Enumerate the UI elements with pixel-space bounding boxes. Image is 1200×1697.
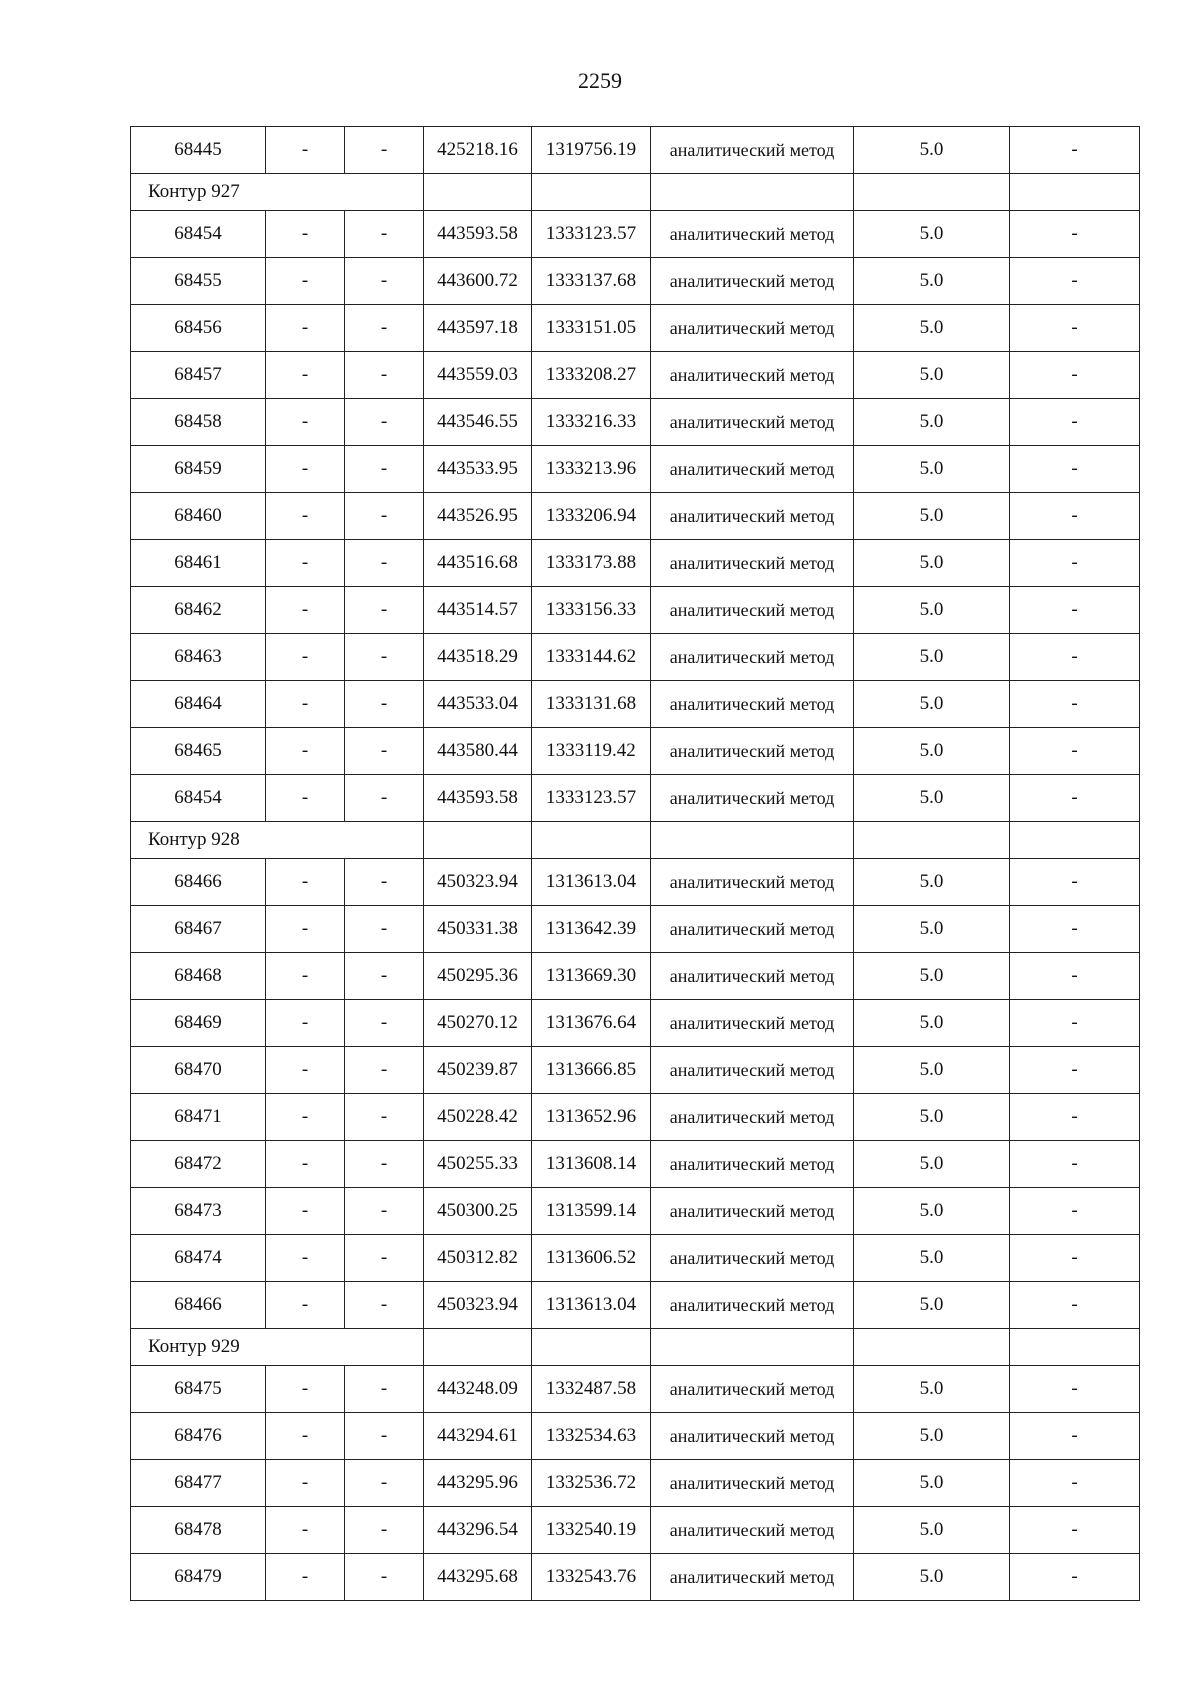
y-coordinate-cell: 1313613.04	[532, 1282, 651, 1329]
method-cell: аналитический метод	[651, 1141, 854, 1188]
x-coordinate-cell: 450323.94	[424, 1282, 532, 1329]
y-coordinate-cell: 1332534.63	[532, 1413, 651, 1460]
dash-cell: -	[266, 775, 345, 822]
point-id-cell: 68467	[131, 906, 266, 953]
dash-cell: -	[1010, 1188, 1140, 1235]
x-coordinate-cell: 443248.09	[424, 1366, 532, 1413]
dash-cell: -	[345, 211, 424, 258]
dash-cell: -	[1010, 1507, 1140, 1554]
empty-cell	[424, 822, 532, 859]
table-row	[131, 1460, 1140, 1507]
dash-cell: -	[345, 859, 424, 906]
method-cell: аналитический метод	[651, 399, 854, 446]
accuracy-cell: 5.0	[854, 1000, 1010, 1047]
y-coordinate-cell: 1319756.19	[532, 127, 651, 174]
table-row	[131, 1000, 1140, 1047]
accuracy-cell: 5.0	[854, 1282, 1010, 1329]
dash-cell: -	[266, 859, 345, 906]
table-row	[131, 587, 1140, 634]
table-row	[131, 352, 1140, 399]
table-row	[131, 540, 1140, 587]
y-coordinate-cell: 1333206.94	[532, 493, 651, 540]
coordinates-table	[130, 126, 1140, 1601]
accuracy-cell: 5.0	[854, 399, 1010, 446]
point-id-cell: 68466	[131, 1282, 266, 1329]
dash-cell: -	[266, 1282, 345, 1329]
x-coordinate-cell: 450239.87	[424, 1047, 532, 1094]
page-number: 2259	[578, 68, 622, 93]
dash-cell: -	[345, 634, 424, 681]
x-coordinate-cell: 443593.58	[424, 775, 532, 822]
empty-cell	[651, 822, 854, 859]
table-row	[131, 493, 1140, 540]
x-coordinate-cell: 450295.36	[424, 953, 532, 1000]
table-row	[131, 211, 1140, 258]
dash-cell: -	[345, 1366, 424, 1413]
method-cell: аналитический метод	[651, 258, 854, 305]
point-id-cell: 68470	[131, 1047, 266, 1094]
x-coordinate-cell: 443295.68	[424, 1554, 532, 1601]
method-cell: аналитический метод	[651, 127, 854, 174]
y-coordinate-cell: 1313642.39	[532, 906, 651, 953]
point-id-cell: 68445	[131, 127, 266, 174]
accuracy-cell: 5.0	[854, 1141, 1010, 1188]
point-id-cell: 68479	[131, 1554, 266, 1601]
dash-cell: -	[1010, 127, 1140, 174]
dash-cell: -	[266, 540, 345, 587]
empty-cell	[1010, 1329, 1140, 1366]
dash-cell: -	[345, 540, 424, 587]
dash-cell: -	[1010, 859, 1140, 906]
y-coordinate-cell: 1333119.42	[532, 728, 651, 775]
dash-cell: -	[1010, 305, 1140, 352]
dash-cell: -	[266, 906, 345, 953]
table-row	[131, 1413, 1140, 1460]
contour-title: Контур 929	[131, 1329, 424, 1366]
dash-cell: -	[345, 1094, 424, 1141]
x-coordinate-cell: 443600.72	[424, 258, 532, 305]
dash-cell: -	[345, 1460, 424, 1507]
dash-cell: -	[1010, 681, 1140, 728]
table-row	[131, 258, 1140, 305]
point-id-cell: 68460	[131, 493, 266, 540]
method-cell: аналитический метод	[651, 540, 854, 587]
dash-cell: -	[345, 953, 424, 1000]
accuracy-cell: 5.0	[854, 493, 1010, 540]
x-coordinate-cell: 443518.29	[424, 634, 532, 681]
accuracy-cell: 5.0	[854, 728, 1010, 775]
empty-cell	[532, 174, 651, 211]
y-coordinate-cell: 1313606.52	[532, 1235, 651, 1282]
dash-cell: -	[345, 258, 424, 305]
contour-row	[131, 1329, 1140, 1366]
accuracy-cell: 5.0	[854, 906, 1010, 953]
table-row	[131, 775, 1140, 822]
dash-cell: -	[1010, 446, 1140, 493]
dash-cell: -	[1010, 1047, 1140, 1094]
y-coordinate-cell: 1333156.33	[532, 587, 651, 634]
table-row	[131, 305, 1140, 352]
point-id-cell: 68454	[131, 775, 266, 822]
method-cell: аналитический метод	[651, 305, 854, 352]
accuracy-cell: 5.0	[854, 352, 1010, 399]
dash-cell: -	[1010, 493, 1140, 540]
dash-cell: -	[345, 1554, 424, 1601]
method-cell: аналитический метод	[651, 906, 854, 953]
y-coordinate-cell: 1333216.33	[532, 399, 651, 446]
point-id-cell: 68473	[131, 1188, 266, 1235]
y-coordinate-cell: 1313608.14	[532, 1141, 651, 1188]
point-id-cell: 68463	[131, 634, 266, 681]
dash-cell: -	[345, 1047, 424, 1094]
dash-cell: -	[266, 953, 345, 1000]
table-row	[131, 127, 1140, 174]
dash-cell: -	[266, 1094, 345, 1141]
method-cell: аналитический метод	[651, 1047, 854, 1094]
x-coordinate-cell: 443294.61	[424, 1413, 532, 1460]
dash-cell: -	[1010, 258, 1140, 305]
point-id-cell: 68476	[131, 1413, 266, 1460]
dash-cell: -	[1010, 1554, 1140, 1601]
table-row	[131, 728, 1140, 775]
point-id-cell: 68457	[131, 352, 266, 399]
point-id-cell: 68465	[131, 728, 266, 775]
accuracy-cell: 5.0	[854, 1554, 1010, 1601]
x-coordinate-cell: 443593.58	[424, 211, 532, 258]
table-row	[131, 399, 1140, 446]
dash-cell: -	[266, 1047, 345, 1094]
accuracy-cell: 5.0	[854, 1235, 1010, 1282]
point-id-cell: 68472	[131, 1141, 266, 1188]
dash-cell: -	[266, 211, 345, 258]
accuracy-cell: 5.0	[854, 953, 1010, 1000]
x-coordinate-cell: 443295.96	[424, 1460, 532, 1507]
dash-cell: -	[1010, 211, 1140, 258]
x-coordinate-cell: 450255.33	[424, 1141, 532, 1188]
dash-cell: -	[266, 1141, 345, 1188]
method-cell: аналитический метод	[651, 953, 854, 1000]
y-coordinate-cell: 1333173.88	[532, 540, 651, 587]
x-coordinate-cell: 450300.25	[424, 1188, 532, 1235]
y-coordinate-cell: 1333151.05	[532, 305, 651, 352]
dash-cell: -	[1010, 1141, 1140, 1188]
method-cell: аналитический метод	[651, 1282, 854, 1329]
table-row	[131, 1282, 1140, 1329]
table-row	[131, 681, 1140, 728]
method-cell: аналитический метод	[651, 728, 854, 775]
dash-cell: -	[266, 305, 345, 352]
dash-cell: -	[345, 1507, 424, 1554]
dash-cell: -	[1010, 399, 1140, 446]
empty-cell	[424, 1329, 532, 1366]
dash-cell: -	[345, 1141, 424, 1188]
point-id-cell: 68474	[131, 1235, 266, 1282]
point-id-cell: 68469	[131, 1000, 266, 1047]
method-cell: аналитический метод	[651, 446, 854, 493]
x-coordinate-cell: 425218.16	[424, 127, 532, 174]
method-cell: аналитический метод	[651, 1366, 854, 1413]
dash-cell: -	[345, 446, 424, 493]
dash-cell: -	[266, 1554, 345, 1601]
contour-title: Контур 927	[131, 174, 424, 211]
y-coordinate-cell: 1313613.04	[532, 859, 651, 906]
x-coordinate-cell: 443597.18	[424, 305, 532, 352]
method-cell: аналитический метод	[651, 859, 854, 906]
method-cell: аналитический метод	[651, 1413, 854, 1460]
method-cell: аналитический метод	[651, 1235, 854, 1282]
y-coordinate-cell: 1313599.14	[532, 1188, 651, 1235]
y-coordinate-cell: 1332543.76	[532, 1554, 651, 1601]
dash-cell: -	[345, 305, 424, 352]
x-coordinate-cell: 443296.54	[424, 1507, 532, 1554]
empty-cell	[854, 822, 1010, 859]
accuracy-cell: 5.0	[854, 127, 1010, 174]
method-cell: аналитический метод	[651, 493, 854, 540]
empty-cell	[532, 822, 651, 859]
dash-cell: -	[1010, 352, 1140, 399]
dash-cell: -	[266, 1235, 345, 1282]
point-id-cell: 68475	[131, 1366, 266, 1413]
method-cell: аналитический метод	[651, 681, 854, 728]
accuracy-cell: 5.0	[854, 1094, 1010, 1141]
accuracy-cell: 5.0	[854, 587, 1010, 634]
dash-cell: -	[266, 1188, 345, 1235]
dash-cell: -	[266, 399, 345, 446]
empty-cell	[532, 1329, 651, 1366]
accuracy-cell: 5.0	[854, 1047, 1010, 1094]
empty-cell	[854, 174, 1010, 211]
dash-cell: -	[1010, 906, 1140, 953]
method-cell: аналитический метод	[651, 775, 854, 822]
dash-cell: -	[266, 1413, 345, 1460]
x-coordinate-cell: 443580.44	[424, 728, 532, 775]
dash-cell: -	[266, 1000, 345, 1047]
dash-cell: -	[266, 1460, 345, 1507]
dash-cell: -	[266, 258, 345, 305]
point-id-cell: 68456	[131, 305, 266, 352]
accuracy-cell: 5.0	[854, 1366, 1010, 1413]
dash-cell: -	[1010, 1460, 1140, 1507]
y-coordinate-cell: 1332536.72	[532, 1460, 651, 1507]
dash-cell: -	[345, 1282, 424, 1329]
dash-cell: -	[1010, 1000, 1140, 1047]
dash-cell: -	[345, 728, 424, 775]
accuracy-cell: 5.0	[854, 1188, 1010, 1235]
dash-cell: -	[1010, 540, 1140, 587]
y-coordinate-cell: 1333131.68	[532, 681, 651, 728]
x-coordinate-cell: 443533.04	[424, 681, 532, 728]
dash-cell: -	[1010, 587, 1140, 634]
y-coordinate-cell: 1313676.64	[532, 1000, 651, 1047]
table-row	[131, 1235, 1140, 1282]
dash-cell: -	[1010, 1366, 1140, 1413]
table-body	[131, 127, 1140, 1601]
dash-cell: -	[266, 587, 345, 634]
dash-cell: -	[345, 775, 424, 822]
point-id-cell: 68468	[131, 953, 266, 1000]
accuracy-cell: 5.0	[854, 1413, 1010, 1460]
dash-cell: -	[1010, 728, 1140, 775]
dash-cell: -	[266, 446, 345, 493]
dash-cell: -	[266, 1507, 345, 1554]
y-coordinate-cell: 1333144.62	[532, 634, 651, 681]
x-coordinate-cell: 450323.94	[424, 859, 532, 906]
dash-cell: -	[345, 906, 424, 953]
point-id-cell: 68459	[131, 446, 266, 493]
accuracy-cell: 5.0	[854, 258, 1010, 305]
y-coordinate-cell: 1313669.30	[532, 953, 651, 1000]
accuracy-cell: 5.0	[854, 859, 1010, 906]
dash-cell: -	[1010, 1094, 1140, 1141]
point-id-cell: 68478	[131, 1507, 266, 1554]
x-coordinate-cell: 450312.82	[424, 1235, 532, 1282]
dash-cell: -	[266, 127, 345, 174]
method-cell: аналитический метод	[651, 634, 854, 681]
dash-cell: -	[1010, 953, 1140, 1000]
dash-cell: -	[1010, 634, 1140, 681]
point-id-cell: 68462	[131, 587, 266, 634]
y-coordinate-cell: 1333208.27	[532, 352, 651, 399]
point-id-cell: 68455	[131, 258, 266, 305]
empty-cell	[424, 174, 532, 211]
contour-row	[131, 822, 1140, 859]
x-coordinate-cell: 443559.03	[424, 352, 532, 399]
method-cell: аналитический метод	[651, 1094, 854, 1141]
table-row	[131, 1047, 1140, 1094]
accuracy-cell: 5.0	[854, 1507, 1010, 1554]
x-coordinate-cell: 443514.57	[424, 587, 532, 634]
y-coordinate-cell: 1332487.58	[532, 1366, 651, 1413]
dash-cell: -	[345, 681, 424, 728]
dash-cell: -	[345, 352, 424, 399]
table-row	[131, 446, 1140, 493]
point-id-cell: 68458	[131, 399, 266, 446]
x-coordinate-cell: 450270.12	[424, 1000, 532, 1047]
x-coordinate-cell: 443516.68	[424, 540, 532, 587]
contour-row	[131, 174, 1140, 211]
y-coordinate-cell: 1333123.57	[532, 775, 651, 822]
method-cell: аналитический метод	[651, 1188, 854, 1235]
x-coordinate-cell: 443546.55	[424, 399, 532, 446]
method-cell: аналитический метод	[651, 587, 854, 634]
empty-cell	[651, 174, 854, 211]
dash-cell: -	[345, 587, 424, 634]
table-row	[131, 906, 1140, 953]
accuracy-cell: 5.0	[854, 211, 1010, 258]
y-coordinate-cell: 1333123.57	[532, 211, 651, 258]
table-row	[131, 1554, 1140, 1601]
dash-cell: -	[266, 352, 345, 399]
contour-title: Контур 928	[131, 822, 424, 859]
empty-cell	[1010, 174, 1140, 211]
y-coordinate-cell: 1332540.19	[532, 1507, 651, 1554]
table-row	[131, 1188, 1140, 1235]
method-cell: аналитический метод	[651, 1460, 854, 1507]
table-row	[131, 953, 1140, 1000]
table-row	[131, 1141, 1140, 1188]
dash-cell: -	[345, 399, 424, 446]
method-cell: аналитический метод	[651, 211, 854, 258]
point-id-cell: 68471	[131, 1094, 266, 1141]
method-cell: аналитический метод	[651, 352, 854, 399]
point-id-cell: 68454	[131, 211, 266, 258]
y-coordinate-cell: 1313652.96	[532, 1094, 651, 1141]
table-row	[131, 634, 1140, 681]
point-id-cell: 68464	[131, 681, 266, 728]
point-id-cell: 68466	[131, 859, 266, 906]
empty-cell	[854, 1329, 1010, 1366]
dash-cell: -	[345, 1235, 424, 1282]
dash-cell: -	[1010, 1282, 1140, 1329]
dash-cell: -	[266, 634, 345, 681]
dash-cell: -	[345, 493, 424, 540]
accuracy-cell: 5.0	[854, 540, 1010, 587]
x-coordinate-cell: 450331.38	[424, 906, 532, 953]
dash-cell: -	[1010, 1235, 1140, 1282]
empty-cell	[651, 1329, 854, 1366]
table-row	[131, 1094, 1140, 1141]
dash-cell: -	[266, 681, 345, 728]
x-coordinate-cell: 450228.42	[424, 1094, 532, 1141]
method-cell: аналитический метод	[651, 1554, 854, 1601]
dash-cell: -	[266, 1366, 345, 1413]
dash-cell: -	[345, 1413, 424, 1460]
point-id-cell: 68461	[131, 540, 266, 587]
dash-cell: -	[266, 728, 345, 775]
point-id-cell: 68477	[131, 1460, 266, 1507]
y-coordinate-cell: 1333213.96	[532, 446, 651, 493]
y-coordinate-cell: 1333137.68	[532, 258, 651, 305]
accuracy-cell: 5.0	[854, 681, 1010, 728]
dash-cell: -	[345, 1000, 424, 1047]
accuracy-cell: 5.0	[854, 775, 1010, 822]
accuracy-cell: 5.0	[854, 305, 1010, 352]
method-cell: аналитический метод	[651, 1000, 854, 1047]
x-coordinate-cell: 443533.95	[424, 446, 532, 493]
empty-cell	[1010, 822, 1140, 859]
dash-cell: -	[266, 493, 345, 540]
method-cell: аналитический метод	[651, 1507, 854, 1554]
dash-cell: -	[345, 1188, 424, 1235]
y-coordinate-cell: 1313666.85	[532, 1047, 651, 1094]
accuracy-cell: 5.0	[854, 634, 1010, 681]
dash-cell: -	[1010, 1413, 1140, 1460]
table-row	[131, 1366, 1140, 1413]
dash-cell: -	[1010, 775, 1140, 822]
x-coordinate-cell: 443526.95	[424, 493, 532, 540]
accuracy-cell: 5.0	[854, 446, 1010, 493]
table-row	[131, 859, 1140, 906]
table-row	[131, 1507, 1140, 1554]
accuracy-cell: 5.0	[854, 1460, 1010, 1507]
dash-cell: -	[345, 127, 424, 174]
